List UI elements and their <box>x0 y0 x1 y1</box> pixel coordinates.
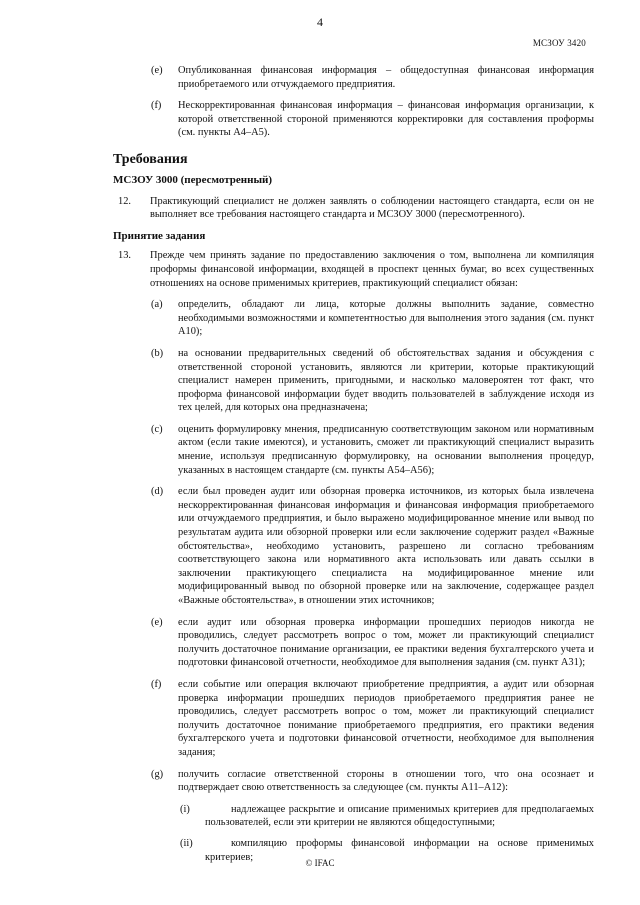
list-item-label: (d) <box>151 486 164 498</box>
sub-item-text: надлежащее раскрытие и описание применимых критериев для предполагаемых пользователей, если эти критерии не являются общедоступными; <box>205 803 594 829</box>
paragraph-number: 12. <box>118 195 131 207</box>
paragraph-text: Практикующий специалист не должен заявлять о соблюдении настоящего стандарта, если он не выполняет все требования настоящего стандарта и МСЗОУ 3000 (пересмотренного). <box>150 195 594 221</box>
definition-f <box>0 99 640 140</box>
sub-item-text: компиляцию проформы финансовой информации на основе применимых критериев; <box>205 837 594 863</box>
document-code: МСЗОУ 3420 <box>532 38 586 48</box>
list-item-text: получить согласие ответственной стороны в отношении того, что она осознает и подтверждает свою ответственность за следующее (см. пункты A11–A12): <box>178 768 594 794</box>
section-heading: Требования <box>113 151 188 167</box>
acceptance-subheading: Принятие задания <box>113 229 206 242</box>
list-item-c <box>0 423 640 477</box>
paragraph-13 <box>0 249 640 290</box>
list-item-text: если аудит или обзорная проверка информации прошедших периодов никогда не проводились, следует рассмотреть вопрос о том, может ли практикующий специалист получить достаточное понимание организации, ее практики ведения бухгалтерского учета и подготовки финансовой отчетности, необходимое для выполнения задания (см. пункт A31); <box>178 616 594 669</box>
list-item-d <box>0 485 640 607</box>
sub-item-i <box>0 803 640 830</box>
list-item-f <box>0 678 640 760</box>
list-item-label: (g) <box>151 768 164 780</box>
standard-subheading: МСЗОУ 3000 (пересмотренный) <box>113 173 273 186</box>
definition-text: Опубликованная финансовая информация – общедоступная финансовая информация приобретаемого или отчуждаемого предприятия. <box>178 65 594 90</box>
list-item-text: определить, обладают ли лица, которые должны выполнить задание, совместно необходимыми возможностями и компетентностью для выполнения этого задания (см. пункт A10); <box>178 299 594 338</box>
list-item-text: если событие или операция включают приобретение предприятия, а аудит или обзорная проверка информации прошедших периодов приобретаемого предприятия ранее не проводились, следует рассмотреть вопрос о том, может ли практикующий специалист получить достаточное понимание приобретаемого предприятия, его практики ведения бухгалтерского учета и подготовки финансовой отчетности, необходимое для выполнения задания; <box>178 678 594 758</box>
list-item-e <box>0 616 640 670</box>
list-item-text: оценить формулировку мнения, предписанную соответствующим законом или нормативным актом (если такие имеются), и установить, сможет ли практикующий специалист выразить мнение, используя предписанную формулировку, на основании выполнения процедур, указанных в настоящем стандарте (см. пункты A54–A56); <box>178 423 594 476</box>
list-item-label: (f) <box>151 678 162 690</box>
paragraph-12 <box>0 195 640 222</box>
page-content <box>0 64 640 871</box>
list-item-text: на основании предварительных сведений об обстоятельствах задания и обсуждения с ответственной стороной установить, являются ли критерии, которые практикующий специалист намерен применить, пригодными, и насколько маловероятен тот факт, что проформа финансовой информации будет вводить пользователей в заблуждение исходя из тех целей, для которых она предназначена; <box>178 347 594 414</box>
list-item-label: (a) <box>151 299 163 311</box>
definition-text: Нескорректированная финансовая информация – финансовая информация организации, к которой ответственной стороной применяются корректировки для составления проформы (см. пункты A4–A5). <box>178 100 594 139</box>
sub-item-label: (ii) <box>180 837 193 849</box>
paragraph-text: Прежде чем принять задание по предоставлению заключения о том, выполнена ли компиляция проформы финансовой информации, входящей в проспект ценных бумаг, во всех существенных отношениях на основе применимых критериев, практикующий специалист обязан: <box>150 250 594 289</box>
list-item-text: если был проведен аудит или обзорная проверка источников, из которых была извлечена нескорректированная финансовая информация и финансовая информация приобретаемого или отчуждаемого предприятия, и было выражено модифицированное мнение или вывод по результатам аудита или обзорной проверки или если заключение содержит раздел «Важные обстоятельства», необходимо установить, разрешено ли согласно требованиям соответствующего закона или нормативного акта использовать или давать ссылки в заключении практикующего специалиста на модифицированное мнение или модифицированный вывод по обзорной проверке или на заключение, содержащее раздел «Важные обстоятельства», в отношении этих источников; <box>178 486 594 606</box>
definition-label: (f) <box>151 100 162 112</box>
definition-e <box>0 64 640 91</box>
paragraph-number: 13. <box>118 250 131 262</box>
footer-copyright: © IFAC <box>305 858 335 868</box>
list-item-label: (e) <box>151 616 163 628</box>
list-item-g <box>0 768 640 795</box>
list-item-label: (b) <box>151 347 164 359</box>
sub-item-label: (i) <box>180 803 190 815</box>
list-item-b <box>0 347 640 415</box>
list-item-a <box>0 298 640 339</box>
list-item-label: (c) <box>151 423 163 435</box>
page-number: 4 <box>317 15 323 29</box>
definition-label: (e) <box>151 65 163 76</box>
